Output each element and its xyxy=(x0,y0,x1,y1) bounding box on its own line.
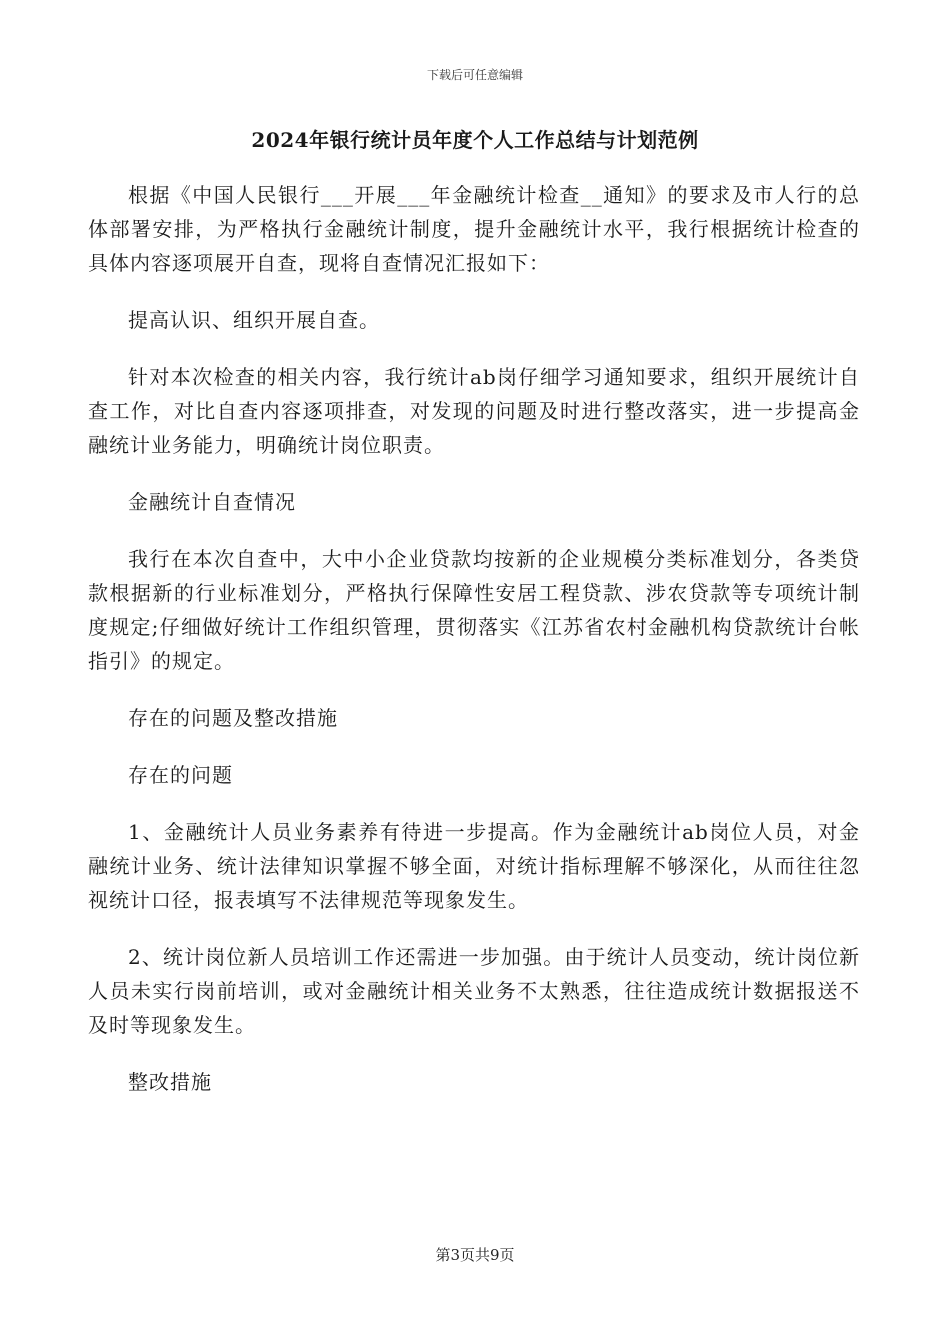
subheading-problems: 存在的问题 xyxy=(128,763,233,787)
page-number: 第3页共9页 xyxy=(435,1246,515,1264)
section-heading-awareness: 提高认识、组织开展自查。 xyxy=(128,308,380,332)
document-body xyxy=(88,178,860,1122)
paragraph-problem-1: 1、金融统计人员业务素养有待进一步提高。作为金融统计ab岗位人员，对金融统计业务、统计法律知识掌握不够全面，对统计指标理解不够深化，从而往往忽视统计口径，报表填写不法律规范等现象发生。 xyxy=(88,820,860,912)
paragraph-problem-2: 2、统计岗位新人员培训工作还需进一步加强。由于统计人员变动，统计岗位新人员未实行岗前培训，或对金融统计相关业务不太熟悉，往往造成统计数据报送不及时等现象发生。 xyxy=(88,945,860,1037)
paragraph-self-check-details: 我行在本次自查中，大中小企业贷款均按新的企业规模分类标准划分，各类贷款根据新的行业标准划分，严格执行保障性安居工程贷款、涉农贷款等专项统计制度规定;仔细做好统计工作组织管理，贯彻落实《江苏省农村金融机构贷款统计台帐指引》的规定。 xyxy=(88,547,860,673)
section-heading-problems-and-measures: 存在的问题及整改措施 xyxy=(128,706,338,730)
paragraph-intro: 根据《中国人民银行___开展___年金融统计检查__通知》的要求及市人行的总体部署安排，为严格执行金融统计制度，提升金融统计水平，我行根据统计检查的具体内容逐项展开自查，现将自查情况汇报如下： xyxy=(88,183,860,275)
subheading-measures: 整改措施 xyxy=(128,1070,212,1094)
paragraph-self-check-organization: 针对本次检查的相关内容，我行统计ab岗仔细学习通知要求，组织开展统计自查工作，对比自查内容逐项排查，对发现的问题及时进行整改落实，进一步提高金融统计业务能力，明确统计岗位职责。 xyxy=(88,365,860,457)
page-header-note: 下载后可任意编辑 xyxy=(426,68,523,82)
document-title: 2024年银行统计员年度个人工作总结与计划范例 xyxy=(251,128,699,152)
section-heading-self-check-status: 金融统计自查情况 xyxy=(128,490,296,514)
